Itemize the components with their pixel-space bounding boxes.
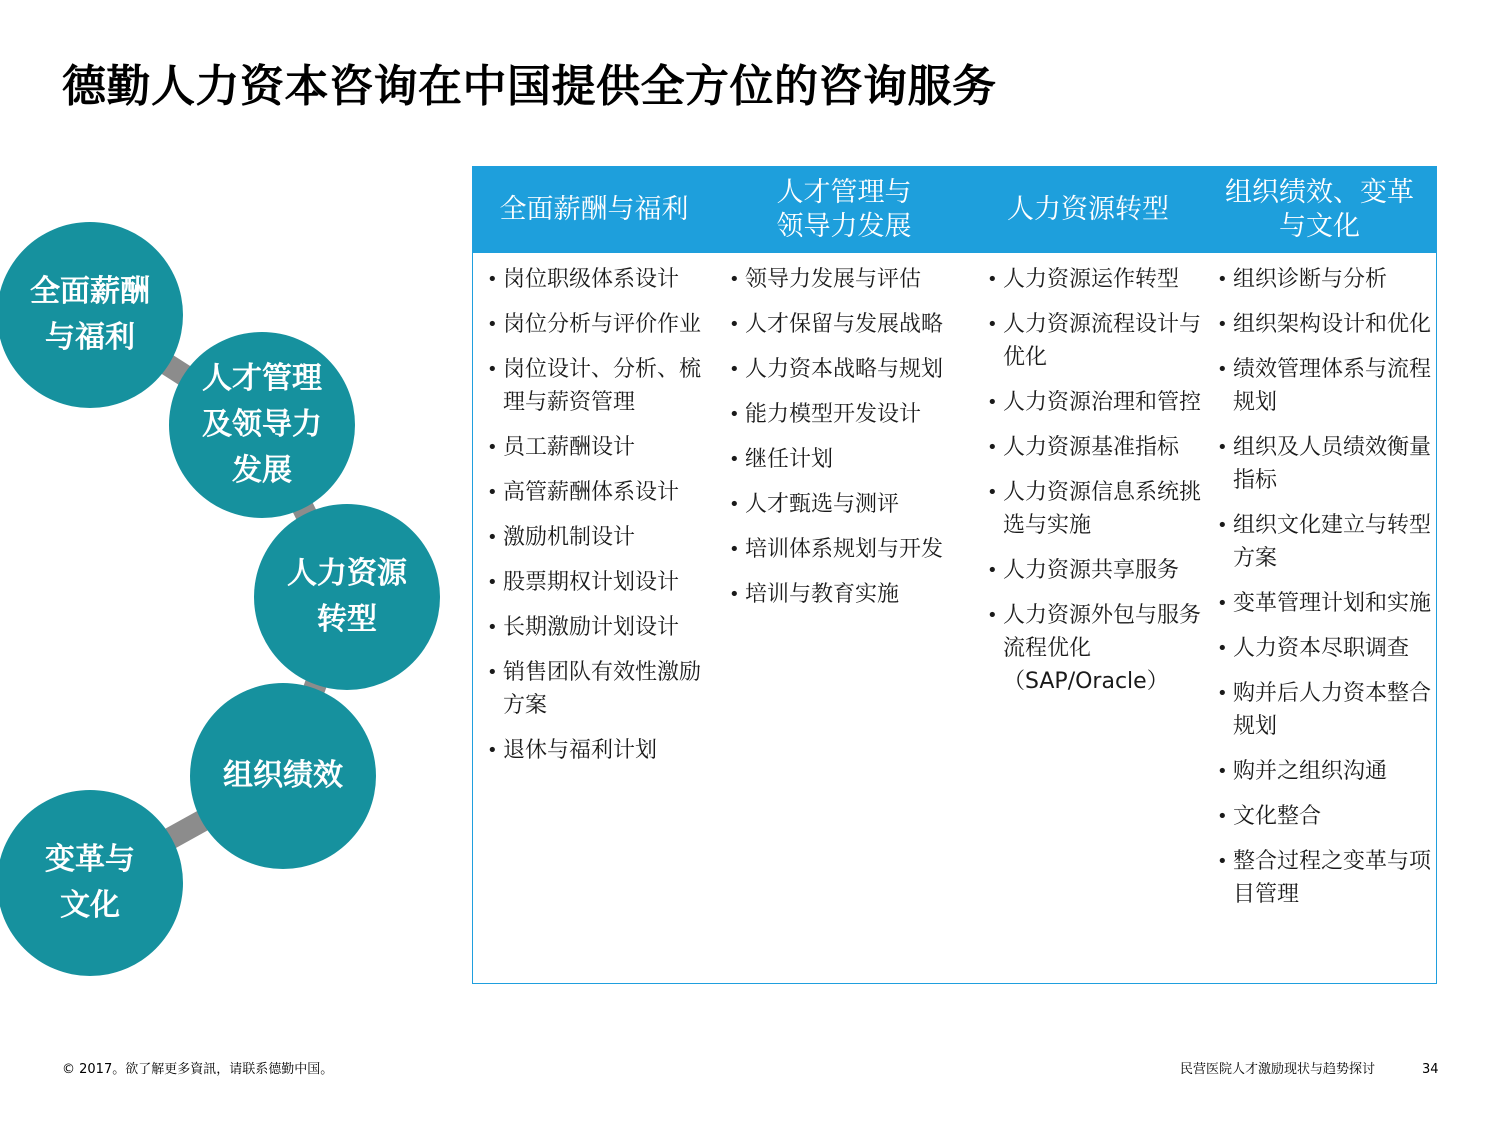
service-list: [973, 263, 1203, 698]
circle-talent-management: [169, 332, 355, 518]
list-item: • 高管薪酬体系设计: [473, 476, 715, 509]
list-item: • 文化整合: [1203, 800, 1436, 833]
list-item: • 人力资源治理和管控: [973, 386, 1203, 419]
page-title: 德勤人力资本咨询在中国提供全方位的咨询服务: [62, 61, 997, 112]
circle-chain-graphic: [0, 0, 480, 1125]
list-item: • 股票期权计划设计: [473, 566, 715, 599]
circle-org-performance: [190, 683, 376, 869]
service-circle-chain: [0, 0, 480, 1125]
footer-copyright: © 2017。欲了解更多資訊，请联系德勤中国。: [62, 1062, 334, 1077]
circle-label-org-performance: 组织绩效: [223, 758, 343, 793]
column-org-performance: [1203, 253, 1436, 923]
list-item: • 组织文化建立与转型方案: [1203, 509, 1436, 575]
list-item: • 培训与教育实施: [715, 578, 973, 611]
list-item: • 购并后人力资本整合规划: [1203, 677, 1436, 743]
column-talent-management: [715, 253, 973, 923]
circle-change-culture: [0, 790, 183, 976]
circle-compensation: [0, 222, 183, 408]
list-item: • 人力资本尽职调查: [1203, 632, 1436, 665]
header-org-performance: 组织绩效、变革 与文化: [1225, 177, 1414, 242]
circle-label-talent-management: 人才管理 及领导力 发展: [202, 361, 322, 488]
column-compensation: [473, 253, 715, 923]
list-item: • 退休与福利计划: [473, 734, 715, 767]
list-item: • 购并之组织沟通: [1203, 755, 1436, 788]
circle-hr-transformation: [254, 504, 440, 690]
list-item: • 人力资源运作转型: [973, 263, 1203, 296]
list-item: • 岗位分析与评价作业: [473, 308, 715, 341]
service-list: [1203, 263, 1436, 911]
list-item: • 人力资源基准指标: [973, 431, 1203, 464]
service-list: [715, 263, 973, 611]
header-compensation: 全面薪酬与福利: [499, 194, 689, 225]
list-item: • 人力资本战略与规划: [715, 353, 973, 386]
list-item: • 组织架构设计和优化: [1203, 308, 1436, 341]
list-item: • 员工薪酬设计: [473, 431, 715, 464]
list-item: • 人力资源流程设计与优化: [973, 308, 1203, 374]
list-item: • 激励机制设计: [473, 521, 715, 554]
list-item: • 继任计划: [715, 443, 973, 476]
services-table: [472, 166, 1437, 984]
circle-label-compensation: 全面薪酬 与福利: [30, 274, 150, 355]
list-item: • 人力资源外包与服务流程优化（SAP/Oracle）: [973, 599, 1203, 698]
header-talent-management: 人才管理与 领导力发展: [776, 177, 912, 242]
list-item: • 人力资源信息系统挑选与实施: [973, 476, 1203, 542]
service-list: [473, 263, 715, 767]
header-hr-transformation: 人力资源转型: [1007, 194, 1169, 225]
list-item: • 变革管理计划和实施: [1203, 587, 1436, 620]
list-item: • 岗位设计、分析、梳理与薪资管理: [473, 353, 715, 419]
list-item: • 组织诊断与分析: [1203, 263, 1436, 296]
column-hr-transformation: [973, 253, 1203, 923]
table-header-row: [473, 167, 1436, 253]
list-item: • 培训体系规划与开发: [715, 533, 973, 566]
list-item: • 组织及人员绩效衡量指标: [1203, 431, 1436, 497]
list-item: • 人才甄选与测评: [715, 488, 973, 521]
list-item: • 人力资源共享服务: [973, 554, 1203, 587]
list-item: • 绩效管理体系与流程规划: [1203, 353, 1436, 419]
list-item: • 能力模型开发设计: [715, 398, 973, 431]
list-item: • 人才保留与发展战略: [715, 308, 973, 341]
list-item: • 领导力发展与评估: [715, 263, 973, 296]
circle-label-hr-transformation: 人力资源 转型: [287, 556, 407, 637]
list-item: • 销售团队有效性激励方案: [473, 656, 715, 722]
list-item: • 长期激励计划设计: [473, 611, 715, 644]
page-number: 34: [1422, 1062, 1439, 1077]
table-body: [473, 253, 1436, 923]
list-item: • 整合过程之变革与项目管理: [1203, 845, 1436, 911]
circle-label-change-culture: 变革与 文化: [45, 842, 135, 923]
list-item: • 岗位职级体系设计: [473, 263, 715, 296]
footer-document-title: 民营医院人才激励现状与趋势探讨: [1180, 1062, 1376, 1077]
